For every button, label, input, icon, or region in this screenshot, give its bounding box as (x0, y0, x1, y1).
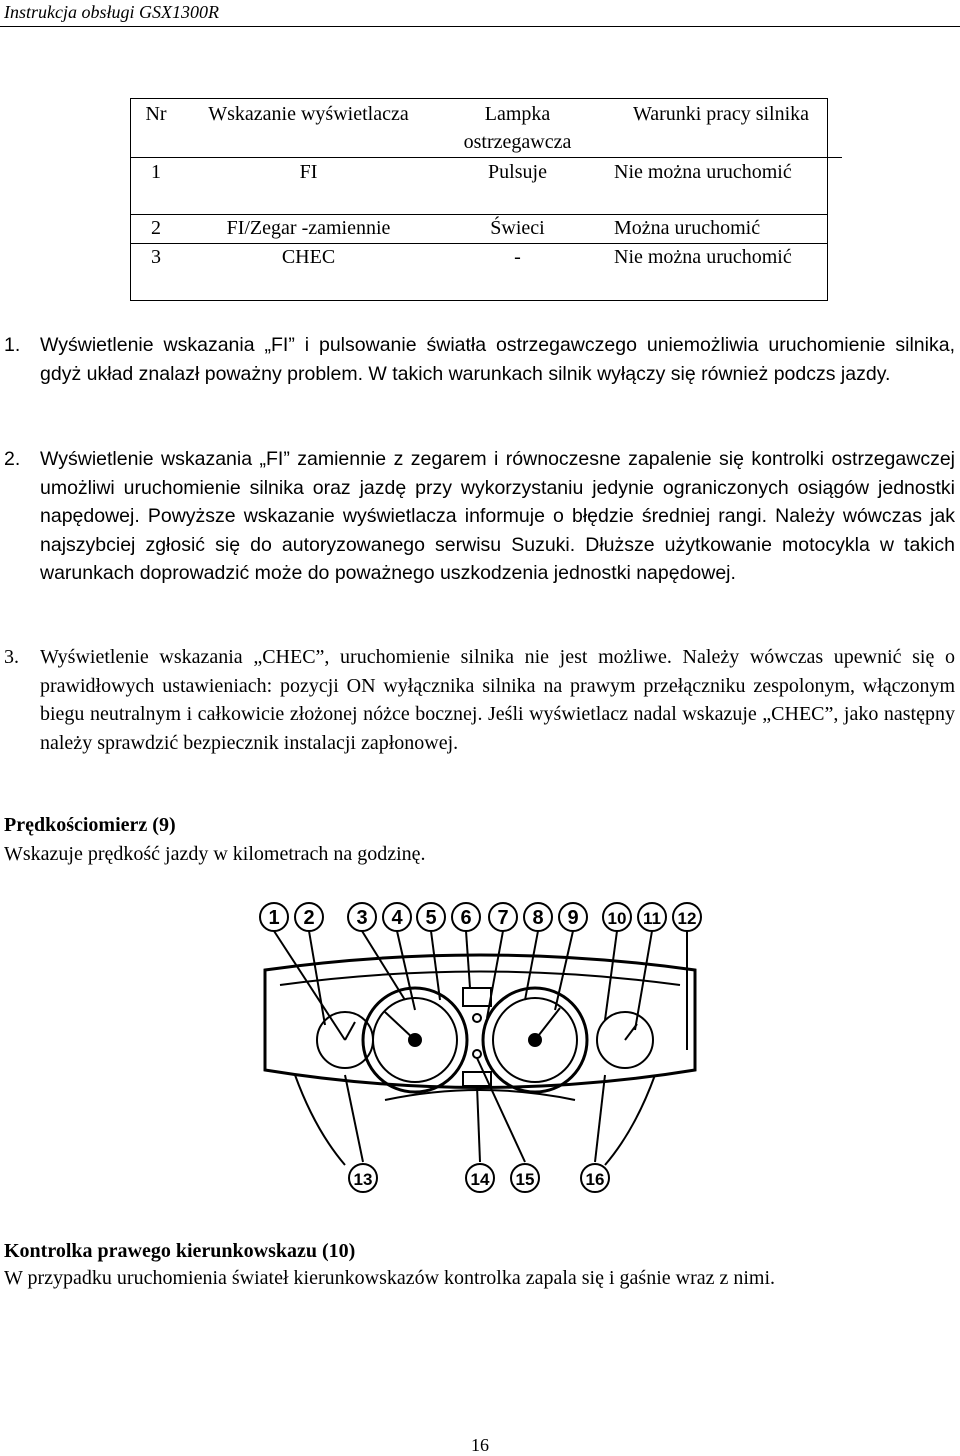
paragraph-text: Wyświetlenie wskazania „FI” zamiennie z zegarem i równoczesne zapalenie się kontrolki ostrzegawczej umożliwi uruchomienie silnika oraz jazdę przy wykorzystaniu jedynie ograniczonych osiągów jednostki napędowej. Powyższe wskazanie wyświetlacza informuje o błędzie średniej rangi. Należy wówczas jak najszybciej zgłosić się do autoryzowanego serwisu Suzuki. Dłuższe użytkowanie motocykla w takich warunkach doprowadzić może do poważnego uszkodzenia jednostki napędowej. (40, 448, 955, 584)
callout-label: 2 (303, 907, 315, 929)
cell-lamp: - (514, 246, 521, 268)
callout-label: 9 (567, 907, 579, 929)
paragraph-number: 3. (4, 646, 19, 668)
callout-6 (452, 903, 480, 931)
paragraph-text: Wyświetlenie wskazania „CHEC”, uruchomienie silnika nie jest możliwe. Należy wówczas upewnić się o prawidłowych ustawieniach: pozycji ON wyłącznika silnika na prawym przełączniku zespolonym, włączonym biegu neutralnym i całkowicie złożonej nóżce bocznej. Jeśli wyświetlacz nadal wskazuje „CHEC”, jako następny należy sprawdzić bezpiecznik instalacji zapłonowej. (40, 646, 955, 754)
section-heading-turn-signal: Kontrolka prawego kierunkowskazu (10) (4, 1240, 356, 1262)
paragraph-1 (4, 331, 955, 388)
callout-2 (295, 903, 323, 931)
callout-label: 6 (460, 907, 472, 929)
callout-label: 10 (607, 909, 627, 928)
callout-label: 14 (470, 1170, 490, 1189)
header-nr: Nr (130, 98, 182, 157)
header-display: Wskazanie wyświetlacza (182, 98, 435, 157)
header-lamp: Lampka ostrzegawcza (435, 98, 600, 157)
section-text-turn-signal: W przypadku uruchomienia świateł kierunkowskazów kontrolka zapala się i gaśnie wraz z nimi. (4, 1267, 776, 1289)
table-row (130, 157, 842, 214)
callout-label: 5 (425, 907, 437, 929)
instrument-cluster-diagram (255, 900, 705, 1200)
paragraph-number: 2. (4, 448, 21, 470)
section-heading-speedometer: Prędkościomierz (9) (4, 814, 176, 836)
callout-label: 13 (353, 1170, 373, 1189)
callout-3 (348, 903, 376, 931)
callout-label: 12 (677, 909, 697, 928)
callout-8 (524, 903, 552, 931)
callout-label: 1 (268, 907, 280, 929)
callout-12 (673, 903, 701, 931)
callout-label: 15 (515, 1170, 535, 1189)
callout-13 (349, 1164, 377, 1192)
cell-display: FI/Zegar -zamiennie (226, 217, 391, 239)
callout-label: 3 (356, 907, 368, 929)
callout-label: 8 (532, 907, 544, 929)
callout-label: 7 (497, 907, 509, 929)
section-text-speedometer: Wskazuje prędkość jazdy w kilometrach na godzinę. (4, 843, 426, 865)
cell-display: FI (299, 160, 318, 183)
fi-indication-table (130, 98, 842, 301)
callout-10 (603, 903, 631, 931)
callout-7 (489, 903, 517, 931)
callout-14 (466, 1164, 494, 1192)
callout-9 (559, 903, 587, 931)
callout-4 (383, 903, 411, 931)
callout-11 (638, 903, 666, 931)
page-number: 16 (471, 1435, 489, 1455)
table-row (130, 214, 842, 243)
cell-lamp: Pulsuje (488, 160, 547, 183)
callout-label: 11 (643, 909, 661, 928)
paragraph-3 (4, 643, 955, 757)
cell-conditions: Można uruchomić (614, 217, 761, 239)
cell-nr: 3 (151, 246, 161, 268)
callout-5 (417, 903, 445, 931)
cell-conditions: Nie można uruchomić (614, 246, 792, 268)
header-conditions: Warunki pracy silnika (600, 98, 842, 157)
callout-16 (581, 1164, 609, 1192)
cell-conditions: Nie można uruchomić (614, 160, 792, 183)
table-row (130, 243, 842, 301)
paragraph-number: 1. (4, 334, 21, 356)
callout-1 (260, 903, 288, 931)
cell-lamp: Świeci (490, 217, 545, 239)
header-rule (0, 26, 960, 27)
table-header-row (130, 98, 842, 157)
cell-nr: 2 (151, 217, 161, 239)
cell-display: CHEC (281, 246, 336, 268)
callout-label: 4 (391, 907, 403, 929)
cell-nr: 1 (151, 160, 161, 183)
callout-label: 16 (585, 1170, 605, 1189)
top-callouts (260, 903, 701, 931)
callout-15 (511, 1164, 539, 1192)
paragraph-2 (4, 445, 955, 588)
paragraph-text: Wyświetlenie wskazania „FI” i pulsowanie światła ostrzegawczego uniemożliwia uruchomienie silnika, gdyż układ znalazł poważny problem. W takich warunkach silnik wyłączy się również podczs jazdy. (40, 334, 955, 385)
running-header: Instrukcja obsługi GSX1300R (4, 2, 219, 22)
